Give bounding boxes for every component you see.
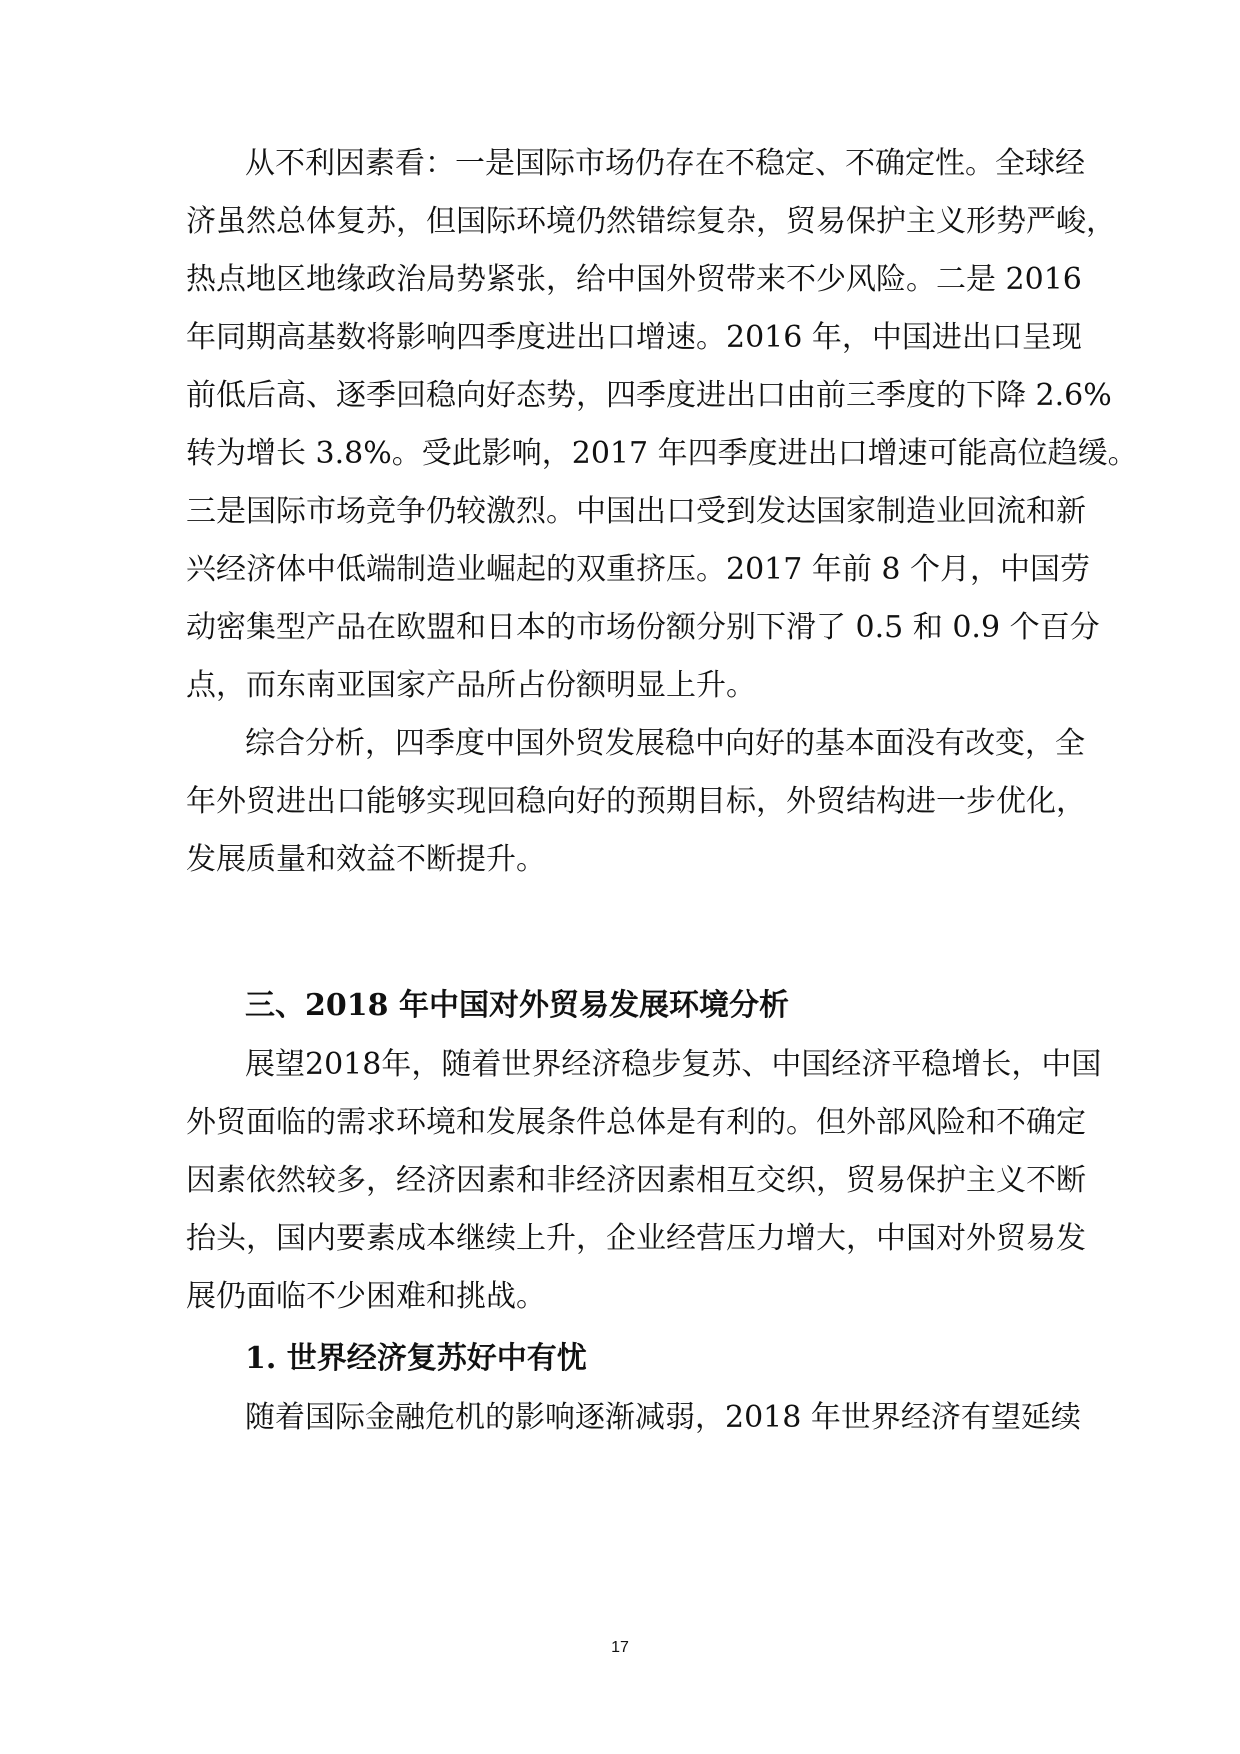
text-line: 热点地区地缘政治局势紧张，给中国外贸带来不少风险。二是 2016	[186, 262, 1082, 297]
text-line: 年同期高基数将影响四季度进出口增速。2016 年，中国进出口呈现	[186, 320, 1082, 355]
subsection-heading: 1. 世界经济复苏好中有忧	[245, 1341, 587, 1376]
page-number: 17	[611, 1639, 629, 1656]
text-line: 展仍面临不少困难和挑战。	[186, 1279, 546, 1314]
text-line: 从不利因素看：一是国际市场仍存在不稳定、不确定性。全球经	[245, 146, 1085, 181]
text-line: 发展质量和效益不断提升。	[186, 842, 546, 877]
text-line: 前低后高、逐季回稳向好态势，四季度进出口由前三季度的下降 2.6%	[186, 378, 1112, 413]
section-heading: 三、2018 年中国对外贸易发展环境分析	[245, 988, 789, 1023]
text-line: 兴经济体中低端制造业崛起的双重挤压。2017 年前 8 个月，中国劳	[186, 552, 1091, 587]
text-line: 动密集型产品在欧盟和日本的市场份额分别下滑了 0.5 和 0.9 个百分	[186, 610, 1100, 645]
text-line: 因素依然较多，经济因素和非经济因素相互交织，贸易保护主义不断	[186, 1163, 1086, 1198]
text-line: 外贸面临的需求环境和发展条件总体是有利的。但外部风险和不确定	[186, 1105, 1086, 1140]
text-line: 展望2018年，随着世界经济稳步复苏、中国经济平稳增长，中国	[245, 1047, 1102, 1082]
text-line: 综合分析，四季度中国外贸发展稳中向好的基本面没有改变，全	[245, 726, 1085, 761]
text-line: 济虽然总体复苏，但国际环境仍然错综复杂，贸易保护主义形势严峻，	[186, 204, 1116, 239]
text-line: 随着国际金融危机的影响逐渐减弱，2018 年世界经济有望延续	[245, 1400, 1081, 1435]
text-line: 转为增长 3.8%。受此影响，2017 年四季度进出口增速可能高位趋缓。	[186, 436, 1138, 471]
text-line: 三是国际市场竞争仍较激烈。中国出口受到发达国家制造业回流和新	[186, 494, 1086, 529]
text-line: 年外贸进出口能够实现回稳向好的预期目标，外贸结构进一步优化，	[186, 784, 1086, 819]
text-line: 点，而东南亚国家产品所占份额明显上升。	[186, 668, 756, 703]
text-line: 抬头，国内要素成本继续上升，企业经营压力增大，中国对外贸易发	[186, 1221, 1086, 1256]
